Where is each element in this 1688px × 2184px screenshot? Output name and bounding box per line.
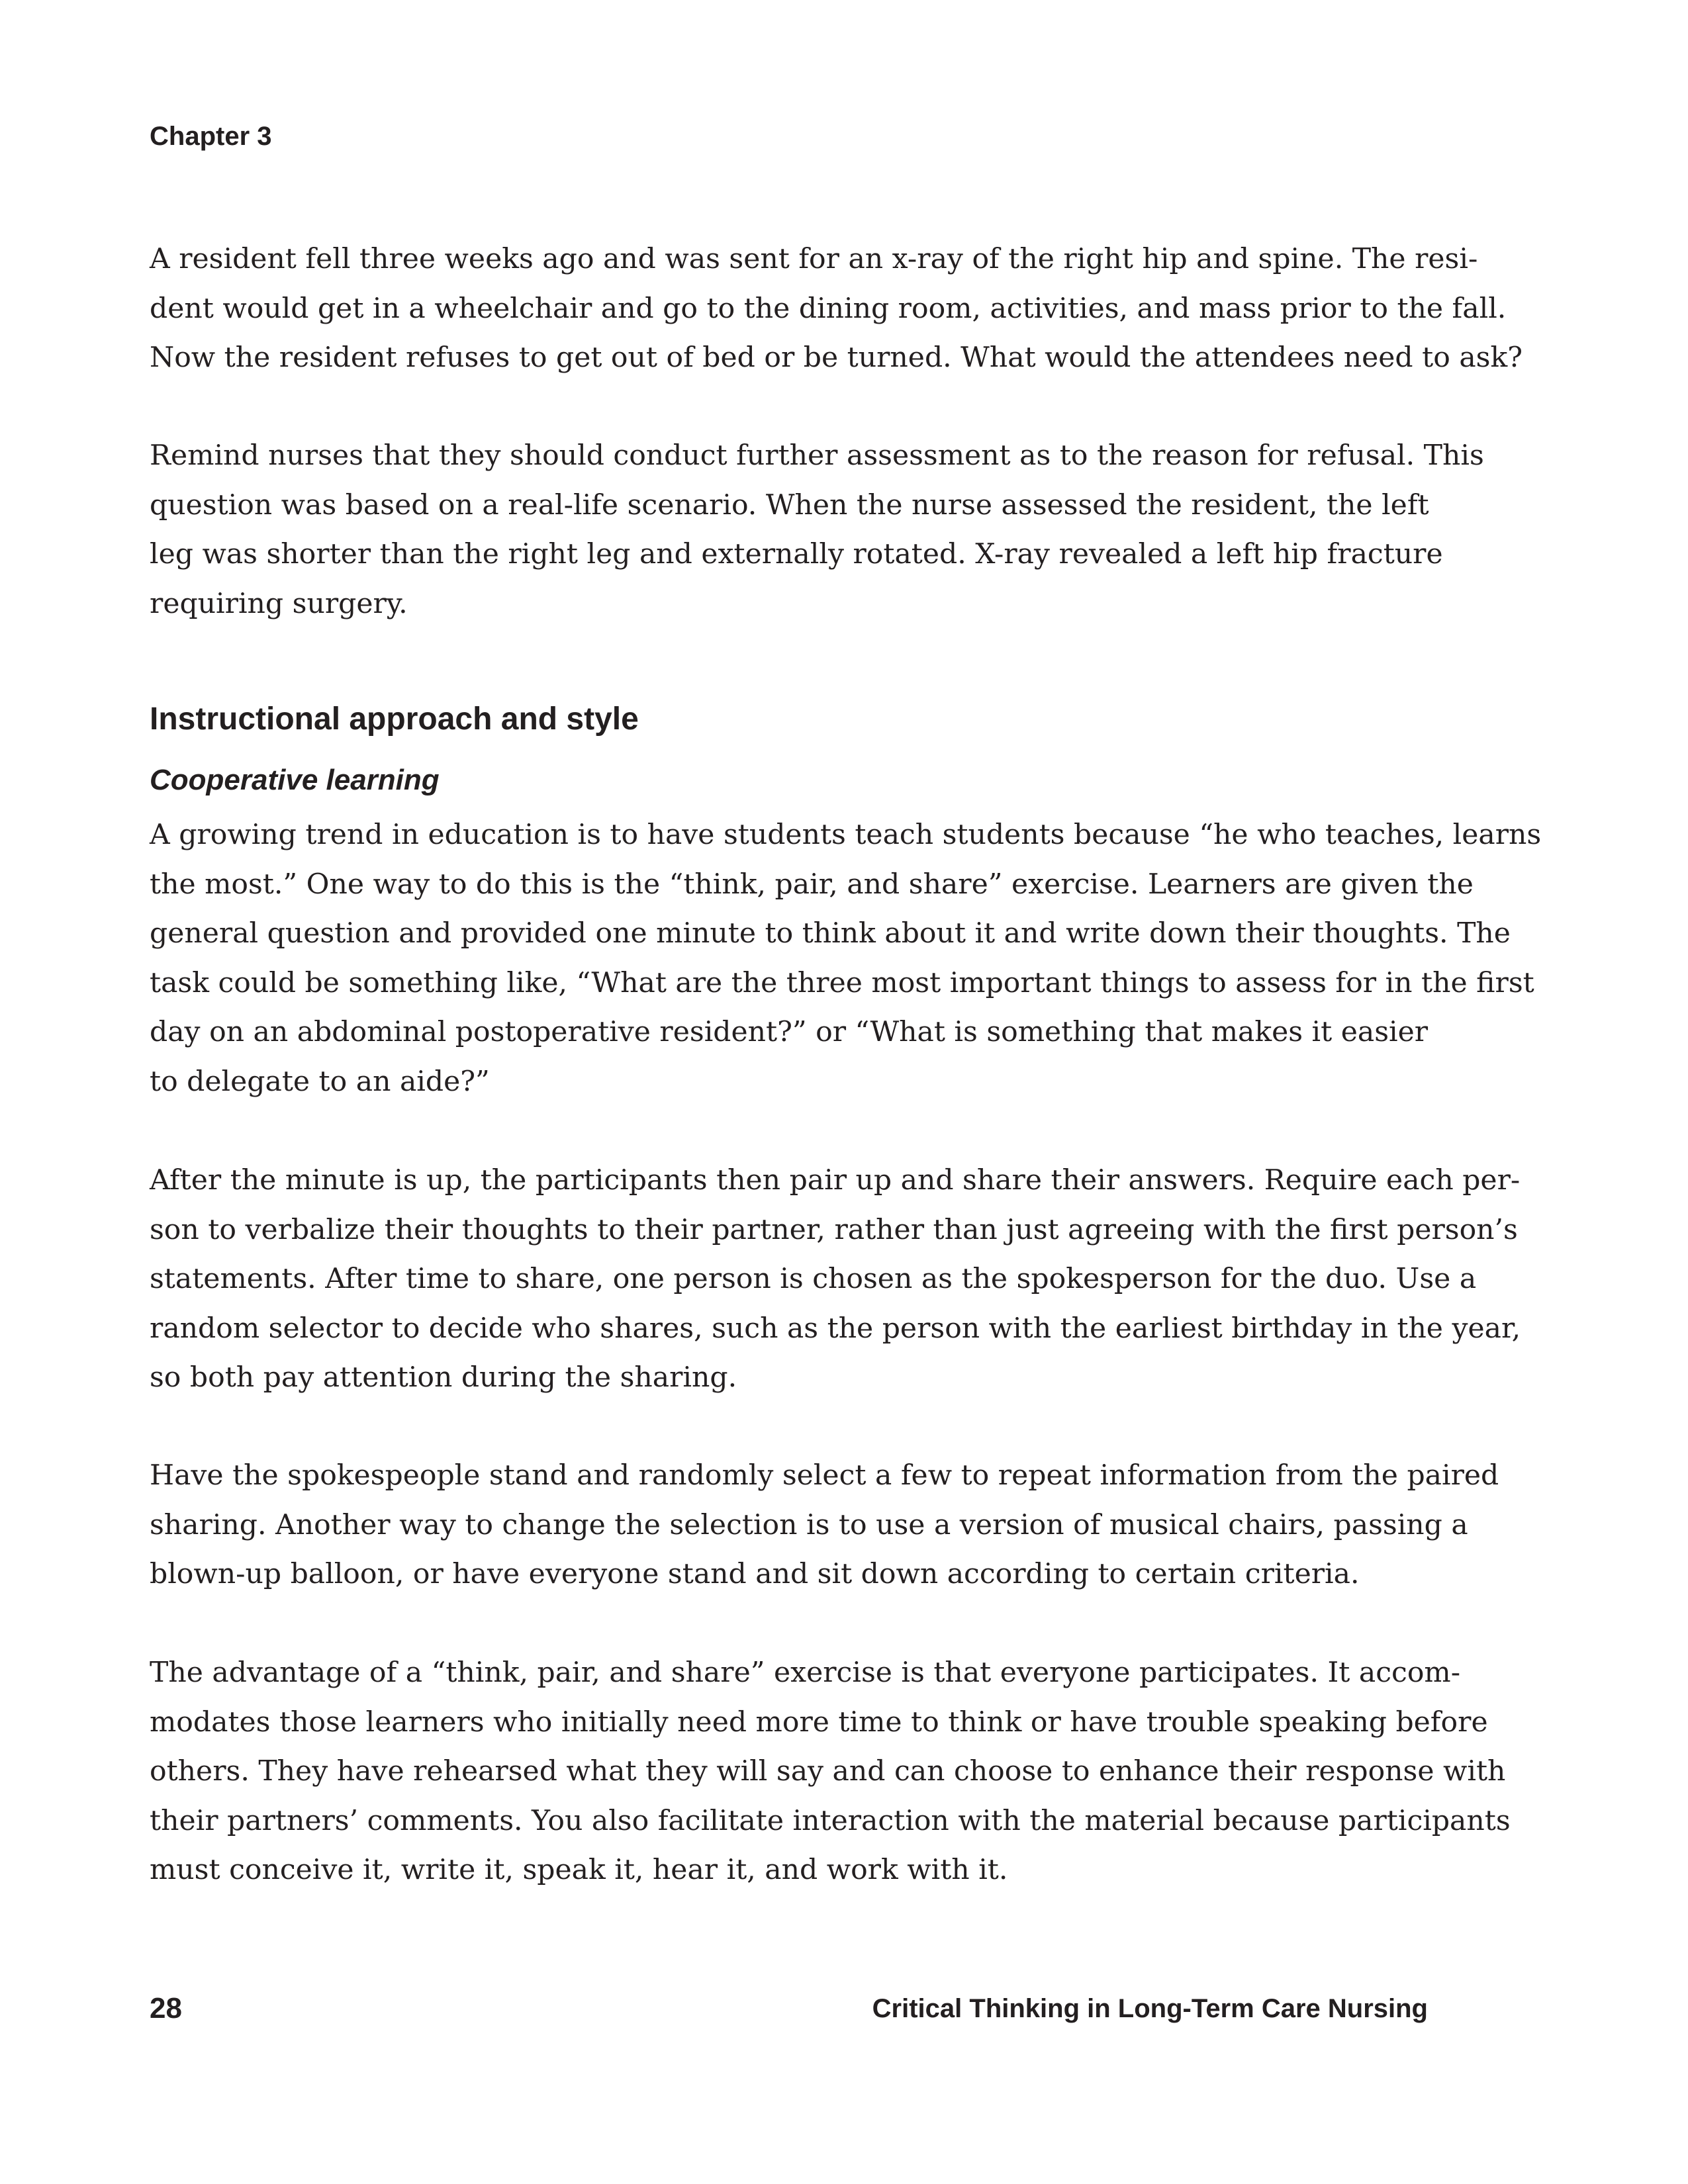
paragraph-line: blown-up balloon, or have everyone stand and sit down according to certain criteria.: [150, 1558, 1360, 1590]
paragraph-line: sharing. Another way to change the selection is to use a version of musical chairs, passing a: [150, 1508, 1468, 1541]
paragraph-line: After the minute is up, the participants then pair up and share their answers. Require each per-: [150, 1164, 1521, 1197]
paragraph-line: Now the resident refuses to get out of bed or be turned. What would the attendees need to ask?: [150, 341, 1523, 374]
paragraph-line: A growing trend in education is to have students teach students because “he who teaches, learns: [150, 819, 1542, 851]
paragraph-line: requiring surgery.: [150, 587, 408, 620]
page-number: 28: [150, 1992, 182, 2025]
paragraph-line: day on an abdominal postoperative resident?” or “What is something that makes it easier: [150, 1016, 1429, 1048]
paragraph-line: their partners’ comments. You also facilitate interaction with the material because participants: [150, 1804, 1511, 1837]
reminder-paragraph: [150, 432, 1484, 629]
paragraph-line: general question and provided one minute to think about it and write down their thoughts. The: [150, 917, 1511, 950]
spokespeople-paragraph: [150, 1451, 1499, 1600]
paragraph-line: modates those learners who initially need more time to think or have trouble speaking before: [150, 1706, 1488, 1739]
paragraph-line: question was based on a real-life scenario. When the nurse assessed the resident, the left: [150, 488, 1429, 522]
chapter-label: Chapter 3: [150, 122, 272, 151]
pairing-paragraph: [150, 1156, 1521, 1403]
paragraph-line: the most.” One way to do this is the “think, pair, and share” exercise. Learners are given the: [150, 868, 1474, 901]
cooperative-intro-paragraph: [150, 811, 1542, 1107]
paragraph-line: random selector to decide who shares, such as the person with the earliest birthday in the year,: [150, 1312, 1521, 1345]
paragraph-line: Have the spokespeople stand and randomly select a few to repeat information from the paired: [150, 1459, 1499, 1492]
paragraph-line: to delegate to an aide?”: [150, 1065, 490, 1098]
paragraph-line: A resident fell three weeks ago and was sent for an x-ray of the right hip and spine. The resi-: [150, 243, 1478, 275]
paragraph-line: task could be something like, “What are the three most important things to assess for in the first: [150, 966, 1534, 999]
section-heading: Instructional approach and style: [150, 702, 639, 737]
advantage-paragraph: [150, 1649, 1511, 1895]
paragraph-line: dent would get in a wheelchair and go to the dining room, activities, and mass prior to the fall.: [150, 292, 1507, 325]
paragraph-line: son to verbalize their thoughts to their partner, rather than just agreeing with the first person’s: [150, 1213, 1518, 1246]
paragraph-line: Remind nurses that they should conduct further assessment as to the reason for refusal. This: [150, 439, 1484, 472]
paragraph-line: must conceive it, write it, speak it, hear it, and work with it.: [150, 1854, 1008, 1886]
paragraph-line: so both pay attention during the sharing.: [150, 1361, 737, 1394]
paragraph-line: The advantage of a “think, pair, and share” exercise is that everyone participates. It accom-: [150, 1657, 1461, 1689]
scenario-paragraph: [150, 235, 1523, 383]
paragraph-line: others. They have rehearsed what they will say and can choose to enhance their response with: [150, 1755, 1506, 1788]
book-title: Critical Thinking in Long-Term Care Nursing: [872, 1994, 1428, 2023]
paragraph-line: statements. After time to share, one person is chosen as the spokesperson for the duo. Use a: [150, 1263, 1477, 1295]
paragraph-line: leg was shorter than the right leg and externally rotated. X-ray revealed a left hip fracture: [150, 538, 1443, 570]
sub-heading: Cooperative learning: [150, 764, 440, 796]
